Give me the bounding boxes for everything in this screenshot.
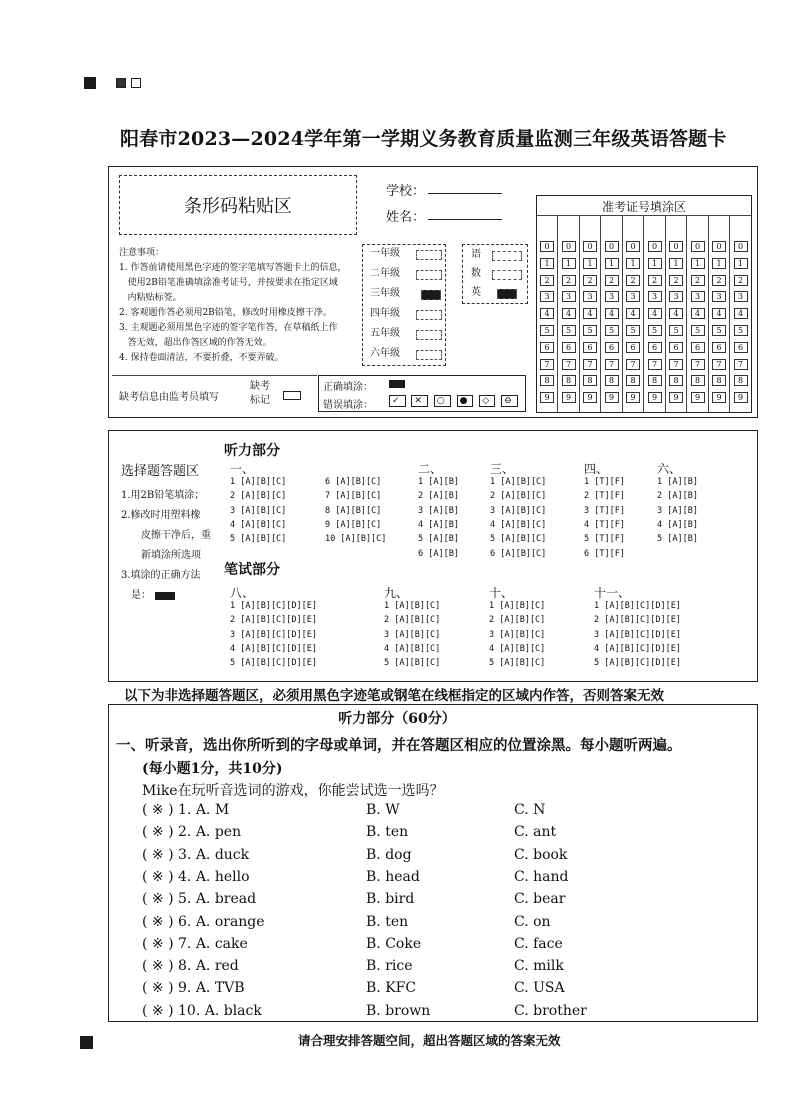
exam-id-digit-bubble[interactable]: 2 bbox=[648, 275, 662, 286]
answer-bubble-row[interactable]: 4 [A][B][C] bbox=[489, 643, 546, 654]
writing-part-label: 十、 bbox=[489, 586, 514, 600]
exam-id-digit-bubble[interactable]: 4 bbox=[648, 308, 662, 319]
option-c: C. book bbox=[514, 846, 568, 863]
answer-bubble-row[interactable]: 6 [A][B] bbox=[418, 548, 459, 559]
exam-id-digit-bubble[interactable]: 9 bbox=[712, 392, 726, 403]
exam-id-digit-bubble[interactable]: 9 bbox=[669, 392, 683, 403]
note-line: 1. 作答前请使用黑色字迹的签字笔填写答题卡上的信息， bbox=[119, 263, 347, 273]
exam-id-digit-bubble[interactable]: 1 bbox=[605, 258, 619, 269]
exam-id-digit-bubble[interactable]: 6 bbox=[734, 342, 748, 353]
grade-option[interactable]: 五年级 bbox=[370, 328, 400, 339]
page-marker-checked bbox=[116, 78, 126, 88]
exam-id-digit-bubble[interactable]: 4 bbox=[562, 308, 576, 319]
exam-id-digit-bubble[interactable]: 6 bbox=[540, 342, 554, 353]
answer-bubble-row[interactable]: 5 [A][B][C][D][E] bbox=[230, 658, 317, 669]
exam-id-digit-bubble[interactable]: 9 bbox=[734, 392, 748, 403]
answer-bubble-row[interactable]: 4 [T][F] bbox=[584, 519, 625, 530]
exam-id-digit-bubble[interactable]: 3 bbox=[734, 291, 748, 302]
exam-id-column[interactable] bbox=[688, 216, 709, 412]
exam-id-digit-bubble[interactable]: 0 bbox=[562, 241, 576, 252]
listening-part-label: 二、 bbox=[418, 462, 443, 476]
answer-bubble-row[interactable]: 8 [A][B][C] bbox=[325, 505, 382, 516]
note-line: 答无效，超出作答区域的作答无效。 bbox=[119, 338, 272, 348]
exam-id-digit-bubble[interactable]: 4 bbox=[583, 308, 597, 319]
answer-bubble-row[interactable]: 3 [T][F] bbox=[584, 505, 625, 516]
note-line: 3. 主观题必须用黑色字迹的签字笔作答，在草稿纸上作 bbox=[119, 323, 338, 333]
exam-id-digit-bubble[interactable]: 0 bbox=[712, 241, 726, 252]
grade-option[interactable]: 六年级 bbox=[370, 348, 400, 359]
question-item: ( ※ ) 4. A. hello bbox=[142, 868, 250, 885]
exam-id-digit-bubble[interactable]: 5 bbox=[583, 325, 597, 336]
grade-option[interactable]: 一年级 bbox=[370, 248, 400, 259]
grade-bubble[interactable] bbox=[416, 350, 442, 360]
question-item: ( ※ ) 9. A. TVB bbox=[142, 980, 245, 997]
writing-title: 笔试部分 bbox=[224, 562, 280, 578]
exam-id-digit-bubble[interactable]: 2 bbox=[734, 275, 748, 286]
exam-id-digit-bubble[interactable]: 2 bbox=[712, 275, 726, 286]
exam-id-digit-bubble[interactable]: 8 bbox=[712, 375, 726, 386]
exam-id-digit-bubble[interactable]: 8 bbox=[626, 375, 640, 386]
grade-bubble[interactable] bbox=[416, 250, 442, 260]
exam-id-digit-bubble[interactable]: 6 bbox=[712, 342, 726, 353]
instruction-line: 3.填涂的正确方法 bbox=[121, 570, 201, 581]
answer-bubble-row[interactable]: 1 [A][B][C][D][E] bbox=[230, 601, 317, 611]
exam-id-digit-bubble[interactable]: 9 bbox=[648, 392, 662, 403]
exam-id-digit-bubble[interactable]: 9 bbox=[540, 392, 554, 403]
exam-id-digit-bubble[interactable]: 3 bbox=[648, 291, 662, 302]
exam-id-digit-bubble[interactable]: 8 bbox=[562, 375, 576, 386]
exam-id-digit-bubble[interactable]: 0 bbox=[626, 241, 640, 252]
exam-id-digit-bubble[interactable]: 4 bbox=[626, 308, 640, 319]
notes bbox=[119, 246, 364, 366]
option-b: B. Coke bbox=[366, 935, 422, 952]
choice-instructions bbox=[121, 486, 211, 606]
exam-id-digit-bubble[interactable]: 4 bbox=[712, 308, 726, 319]
answer-bubble-row[interactable]: 5 [T][F] bbox=[584, 534, 625, 545]
note-line: 4. 保持卷面清洁，不要折叠，不要弄破。 bbox=[119, 353, 284, 363]
exam-id-digit-bubble[interactable]: 7 bbox=[669, 359, 683, 370]
question-item: ( ※ ) 2. A. pen bbox=[142, 824, 242, 841]
exam-id-column[interactable] bbox=[709, 216, 730, 412]
writing-part-label: 十一、 bbox=[594, 586, 631, 600]
exam-id-digit-bubble[interactable]: 7 bbox=[540, 359, 554, 370]
exam-id-grid[interactable] bbox=[536, 195, 752, 413]
answer-bubble-row[interactable]: 6 [A][B][C] bbox=[490, 548, 547, 559]
answer-bubble-row[interactable]: 6 [T][F] bbox=[584, 548, 625, 559]
absent-mark-label: 缺考 标记 bbox=[250, 381, 270, 406]
notes-title: 注意事项： bbox=[119, 248, 165, 258]
exam-id-digit-bubble[interactable]: 6 bbox=[562, 342, 576, 353]
exam-id-digit-bubble[interactable]: 3 bbox=[669, 291, 683, 302]
answer-bubble-row[interactable]: 6 [A][B][C] bbox=[325, 477, 382, 487]
listening-part-label: 六、 bbox=[657, 462, 682, 476]
exam-id-digit-bubble[interactable]: 8 bbox=[669, 375, 683, 386]
listening-part-label: 一、 bbox=[230, 462, 255, 476]
option-c: C. brother bbox=[514, 1002, 587, 1019]
exam-id-digit-bubble[interactable]: 7 bbox=[712, 359, 726, 370]
question-item: ( ※ ) 7. A. cake bbox=[142, 935, 248, 952]
answer-bubble-row[interactable]: 1 [A][B] bbox=[418, 477, 459, 487]
subject-selector bbox=[462, 244, 528, 304]
answer-bubble-row[interactable]: 4 [A][B][C] bbox=[490, 519, 547, 530]
exam-id-digit-bubble[interactable]: 2 bbox=[540, 275, 554, 286]
exam-id-digit-bubble[interactable]: 0 bbox=[648, 241, 662, 252]
non-choice-notice: 以下为非选择题答题区，必须用黑色字迹笔或钢笔在线框指定的区域内作答，否则答案无效 bbox=[124, 688, 664, 704]
exam-id-digit-bubble[interactable]: 8 bbox=[691, 375, 705, 386]
answer-bubble-row[interactable]: 2 [A][B][C] bbox=[490, 491, 547, 502]
exam-id-digit-bubble[interactable]: 5 bbox=[669, 325, 683, 336]
exam-id-digit-bubble[interactable]: 6 bbox=[691, 342, 705, 353]
exam-id-digit-bubble[interactable]: 9 bbox=[691, 392, 705, 403]
exam-id-digit-bubble[interactable]: 8 bbox=[605, 375, 619, 386]
exam-id-column[interactable] bbox=[602, 216, 623, 412]
exam-id-digit-bubble[interactable]: 6 bbox=[583, 342, 597, 353]
page-title: 阳春市2023—2024学年第一学期义务教育质量监测三年级英语答题卡 bbox=[120, 128, 727, 150]
footer-note: 请合理安排答题空间，超出答题区域的答案无效 bbox=[298, 1033, 561, 1048]
exam-id-digit-bubble[interactable]: 3 bbox=[562, 291, 576, 302]
subject-option[interactable]: 数 bbox=[471, 268, 481, 279]
answer-bubble-row[interactable]: 7 [A][B][C] bbox=[325, 491, 382, 502]
exam-id-column[interactable] bbox=[559, 216, 580, 412]
option-b: B. KFC bbox=[366, 980, 417, 997]
option-c: C. face bbox=[514, 935, 563, 952]
correct-fill-sample bbox=[389, 380, 405, 388]
exam-id-digit-bubble[interactable]: 1 bbox=[540, 258, 554, 269]
answer-bubble-row[interactable]: 5 [A][B][C][D][E] bbox=[594, 658, 681, 669]
exam-id-digit-bubble[interactable]: 6 bbox=[605, 342, 619, 353]
exam-id-digit-bubble[interactable]: 1 bbox=[626, 258, 640, 269]
exam-id-digit-bubble[interactable]: 2 bbox=[669, 275, 683, 286]
instruction-line: 皮擦干净后，重 bbox=[141, 530, 211, 541]
absent-mark-checkbox[interactable] bbox=[283, 391, 301, 400]
note-line: 内粘贴标签。 bbox=[119, 293, 182, 303]
instruction-line: 新填涂所选项 bbox=[141, 550, 201, 561]
writing-part-label: 八、 bbox=[230, 586, 255, 600]
question-item: ( ※ ) 6. A. orange bbox=[142, 913, 265, 930]
exam-id-digit-bubble[interactable]: 0 bbox=[583, 241, 597, 252]
q1-prompt: Mike在玩听音选词的游戏，你能尝试选一选吗？ bbox=[142, 783, 444, 799]
exam-id-digit-bubble[interactable]: 0 bbox=[669, 241, 683, 252]
option-b: B. dog bbox=[366, 846, 412, 863]
answer-bubble-row[interactable]: 3 [A][B][C][D][E] bbox=[230, 629, 317, 640]
subject-option[interactable]: 英 bbox=[471, 287, 481, 298]
option-c: C. bear bbox=[514, 891, 566, 908]
grade-option[interactable]: 三年级 bbox=[370, 288, 400, 299]
exam-id-digit-bubble[interactable]: 8 bbox=[583, 375, 597, 386]
exam-id-digit-bubble[interactable]: 7 bbox=[583, 359, 597, 370]
option-c: C. ant bbox=[514, 824, 557, 841]
exam-id-digit-bubble[interactable]: 7 bbox=[691, 359, 705, 370]
answer-bubble-row[interactable]: 1 [A][B] bbox=[657, 477, 698, 487]
exam-id-digit-bubble[interactable]: 3 bbox=[605, 291, 619, 302]
answer-bubble-row[interactable]: 2 [A][B][C] bbox=[384, 615, 441, 626]
option-c: C. USA bbox=[514, 980, 565, 997]
exam-id-digit-bubble[interactable]: 5 bbox=[562, 325, 576, 336]
answer-bubble-row[interactable]: 3 [A][B] bbox=[657, 505, 698, 516]
exam-id-digit-bubble[interactable]: 5 bbox=[712, 325, 726, 336]
barcode-area bbox=[119, 175, 357, 235]
exam-id-digit-bubble[interactable]: 1 bbox=[583, 258, 597, 269]
grade-bubble[interactable] bbox=[416, 330, 442, 340]
exam-id-digit-bubble[interactable]: 3 bbox=[540, 291, 554, 302]
answer-bubble-row[interactable]: 5 [A][B][C] bbox=[489, 658, 546, 669]
name-label: 姓名： bbox=[386, 210, 426, 225]
exam-id-digit-bubble[interactable]: 1 bbox=[691, 258, 705, 269]
exam-id-digit-bubble[interactable]: 0 bbox=[691, 241, 705, 252]
grade-bubble[interactable] bbox=[416, 270, 442, 280]
answer-bubble-row[interactable]: 3 [A][B][C][D][E] bbox=[594, 629, 681, 640]
answer-bubble-row[interactable]: 5 [A][B] bbox=[418, 534, 459, 545]
exam-id-digit-bubble[interactable]: 5 bbox=[734, 325, 748, 336]
answer-bubble-row[interactable]: 1 [T][F] bbox=[584, 477, 625, 487]
question-item: ( ※ ) 1. A. M bbox=[142, 802, 230, 818]
exam-id-digit-bubble[interactable]: 6 bbox=[669, 342, 683, 353]
answer-bubble-row[interactable]: 4 [A][B] bbox=[657, 519, 698, 530]
exam-id-column[interactable] bbox=[537, 216, 558, 412]
exam-id-digit-bubble[interactable]: 3 bbox=[583, 291, 597, 302]
answer-bubble-row[interactable]: 4 [A][B][C][D][E] bbox=[594, 643, 681, 654]
answer-bubble-row[interactable]: 3 [A][B][C] bbox=[230, 505, 287, 516]
exam-id-digit-bubble[interactable]: 2 bbox=[605, 275, 619, 286]
exam-id-digit-bubble[interactable]: 8 bbox=[540, 375, 554, 386]
exam-id-digit-bubble[interactable]: 8 bbox=[648, 375, 662, 386]
note-line: 2. 客观题作答必须用2B铅笔，修改时用橡皮擦干净。 bbox=[119, 308, 332, 318]
answer-bubble-row[interactable]: 5 [A][B][C] bbox=[490, 534, 547, 545]
answer-bubble-row[interactable]: 2 [A][B] bbox=[657, 491, 698, 502]
exam-id-column[interactable] bbox=[731, 216, 752, 412]
answer-bubble-row[interactable]: 5 [A][B][C] bbox=[384, 658, 441, 669]
exam-id-digit-bubble[interactable]: 7 bbox=[605, 359, 619, 370]
option-c: C. milk bbox=[514, 958, 564, 975]
school-label: 学校： bbox=[386, 184, 426, 199]
exam-id-digit-bubble[interactable]: 2 bbox=[626, 275, 640, 286]
note-line: 使用2B铅笔准确填涂准考证号，并按要求在指定区域 bbox=[119, 278, 338, 288]
exam-id-digit-bubble[interactable]: 9 bbox=[626, 392, 640, 403]
answer-bubble-row[interactable]: 1 [A][B][C] bbox=[489, 601, 546, 611]
answer-bubble-row[interactable]: 2 [A][B][C] bbox=[489, 615, 546, 626]
instruction-line: 2.修改时用塑料橡 bbox=[121, 510, 201, 521]
exam-id-digit-bubble[interactable]: 5 bbox=[648, 325, 662, 336]
exam-id-digit-bubble[interactable]: 9 bbox=[605, 392, 619, 403]
exam-id-digit-bubble[interactable]: 1 bbox=[734, 258, 748, 269]
exam-id-digit-bubble[interactable]: 9 bbox=[583, 392, 597, 403]
barcode-label: 条形码粘贴区 bbox=[184, 196, 292, 217]
exam-id-digit-bubble[interactable]: 7 bbox=[626, 359, 640, 370]
exam-id-title: 准考证号填涂区 bbox=[537, 198, 751, 216]
exam-id-digit-bubble[interactable]: 8 bbox=[734, 375, 748, 386]
wrong-fill-label: 错误填涂： bbox=[323, 400, 373, 411]
exam-id-digit-bubble[interactable]: 0 bbox=[540, 241, 554, 252]
grade-option[interactable]: 二年级 bbox=[370, 268, 400, 279]
listening-part-label: 三、 bbox=[490, 462, 515, 476]
exam-id-column[interactable] bbox=[623, 216, 644, 412]
option-b: B. W bbox=[366, 802, 400, 818]
option-c: C. on bbox=[514, 913, 551, 930]
exam-id-digit-bubble[interactable]: 1 bbox=[562, 258, 576, 269]
exam-id-digit-bubble[interactable]: 5 bbox=[540, 325, 554, 336]
option-b: B. head bbox=[366, 868, 420, 885]
grade-option[interactable]: 四年级 bbox=[370, 308, 400, 319]
page-marker-empty bbox=[131, 78, 141, 88]
exam-id-digit-bubble[interactable]: 7 bbox=[562, 359, 576, 370]
answer-bubble-row[interactable]: 2 [T][F] bbox=[584, 491, 625, 502]
answer-bubble-row[interactable]: 5 [A][B] bbox=[657, 534, 698, 545]
name-field[interactable] bbox=[428, 219, 502, 220]
exam-id-digit-bubble[interactable]: 6 bbox=[648, 342, 662, 353]
answer-bubble-row[interactable]: 1 [A][B][C] bbox=[230, 477, 287, 487]
wrong-fill-samples: ✓ ✕ ○ ● ◇ ⊖ bbox=[389, 396, 518, 406]
exam-id-digit-bubble[interactable]: 6 bbox=[626, 342, 640, 353]
answer-bubble-row[interactable]: 3 [A][B][C] bbox=[490, 505, 547, 516]
question-item: ( ※ ) 5. A. bread bbox=[142, 891, 257, 908]
answer-bubble-row[interactable]: 2 [A][B][C] bbox=[230, 491, 287, 502]
exam-id-digit-bubble[interactable]: 1 bbox=[712, 258, 726, 269]
exam-id-column[interactable] bbox=[645, 216, 666, 412]
exam-id-digit-bubble[interactable]: 5 bbox=[691, 325, 705, 336]
exam-id-digit-bubble[interactable]: 5 bbox=[605, 325, 619, 336]
option-c: C. hand bbox=[514, 868, 569, 885]
exam-id-digit-bubble[interactable]: 0 bbox=[734, 241, 748, 252]
grade-bubble[interactable] bbox=[416, 310, 442, 320]
answer-bubble-row[interactable]: 2 [A][B] bbox=[418, 491, 459, 502]
exam-id-digit-bubble[interactable]: 7 bbox=[734, 359, 748, 370]
absent-text: 缺考信息由监考员填写 bbox=[119, 392, 219, 403]
answer-bubble-row[interactable]: 1 [A][B][C] bbox=[490, 477, 547, 487]
answer-bubble-row[interactable]: 2 [A][B][C][D][E] bbox=[594, 615, 681, 626]
exam-id-digit-bubble[interactable]: 0 bbox=[605, 241, 619, 252]
option-b: B. ten bbox=[366, 913, 409, 930]
question-item: ( ※ ) 8. A. red bbox=[142, 958, 239, 975]
answer-bubble-row[interactable]: 9 [A][B][C] bbox=[325, 519, 382, 530]
answer-bubble-row[interactable]: 5 [A][B][C] bbox=[230, 534, 287, 545]
answer-bubble-row[interactable]: 3 [A][B][C] bbox=[384, 629, 441, 640]
answer-bubble-row[interactable]: 1 [A][B][C][D][E] bbox=[594, 601, 681, 611]
answer-bubble-row[interactable]: 2 [A][B][C][D][E] bbox=[230, 615, 317, 626]
exam-id-digit-bubble[interactable]: 9 bbox=[562, 392, 576, 403]
exam-id-digit-bubble[interactable]: 7 bbox=[648, 359, 662, 370]
option-c: C. N bbox=[514, 802, 546, 818]
exam-id-digit-bubble[interactable]: 2 bbox=[562, 275, 576, 286]
listening-title: 听力部分 bbox=[224, 443, 280, 459]
exam-id-digit-bubble[interactable]: 1 bbox=[648, 258, 662, 269]
corner-marker bbox=[80, 1036, 93, 1049]
q1-score: (每小题1分，共10分) bbox=[142, 761, 283, 777]
answer-bubble-row[interactable]: 4 [A][B] bbox=[418, 519, 459, 530]
grade-bubble[interactable] bbox=[421, 290, 441, 300]
exam-id-column[interactable] bbox=[666, 216, 687, 412]
answer-bubble-row[interactable]: 1 [A][B][C] bbox=[384, 601, 441, 611]
writing-part-label: 九、 bbox=[384, 586, 409, 600]
exam-id-digit-bubble[interactable]: 4 bbox=[540, 308, 554, 319]
exam-id-digit-bubble[interactable]: 1 bbox=[669, 258, 683, 269]
choice-area-title: 选择题答题区 bbox=[121, 464, 200, 479]
exam-id-digit-bubble[interactable]: 4 bbox=[605, 308, 619, 319]
exam-id-digit-bubble[interactable]: 3 bbox=[626, 291, 640, 302]
subject-option[interactable]: 语 bbox=[471, 249, 481, 260]
option-b: B. ten bbox=[366, 824, 409, 841]
q1-heading: 一、听录音，选出你所听到的字母或单词，并在答题区相应的位置涂黑。每小题听两遍。 bbox=[116, 737, 682, 754]
option-b: B. rice bbox=[366, 958, 413, 975]
answer-bubble-row[interactable]: 3 [A][B][C] bbox=[489, 629, 546, 640]
option-b: B. brown bbox=[366, 1002, 431, 1019]
listening-part-label: 四、 bbox=[584, 462, 609, 476]
answer-bubble-row[interactable]: 4 [A][B][C] bbox=[384, 643, 441, 654]
instruction-line: 是： bbox=[121, 586, 211, 606]
school-field[interactable] bbox=[428, 193, 502, 194]
answer-bubble-row[interactable]: 4 [A][B][C][D][E] bbox=[230, 643, 317, 654]
exam-id-digit-bubble[interactable]: 4 bbox=[669, 308, 683, 319]
exam-id-digit-bubble[interactable]: 3 bbox=[712, 291, 726, 302]
section-title: 听力部分（60分） bbox=[338, 711, 456, 727]
answer-bubble-row[interactable]: 4 [A][B][C] bbox=[230, 519, 287, 530]
question-item: ( ※ ) 3. A. duck bbox=[142, 846, 250, 863]
instruction-line: 1.用2B铅笔填涂； bbox=[121, 490, 205, 501]
correct-fill-label: 正确填涂： bbox=[323, 382, 373, 393]
exam-id-digit-bubble[interactable]: 2 bbox=[583, 275, 597, 286]
exam-id-digit-bubble[interactable]: 3 bbox=[691, 291, 705, 302]
question-item: ( ※ ) 10. A. black bbox=[142, 1002, 262, 1019]
exam-id-digit-bubble[interactable]: 5 bbox=[626, 325, 640, 336]
exam-id-digit-bubble[interactable]: 4 bbox=[691, 308, 705, 319]
exam-id-digit-bubble[interactable]: 2 bbox=[691, 275, 705, 286]
exam-id-column[interactable] bbox=[580, 216, 601, 412]
exam-id-digit-bubble[interactable]: 4 bbox=[734, 308, 748, 319]
option-b: B. bird bbox=[366, 891, 415, 908]
corner-marker bbox=[84, 77, 96, 89]
answer-bubble-row[interactable]: 10 [A][B][C] bbox=[325, 534, 387, 545]
answer-bubble-row[interactable]: 3 [A][B] bbox=[418, 505, 459, 516]
